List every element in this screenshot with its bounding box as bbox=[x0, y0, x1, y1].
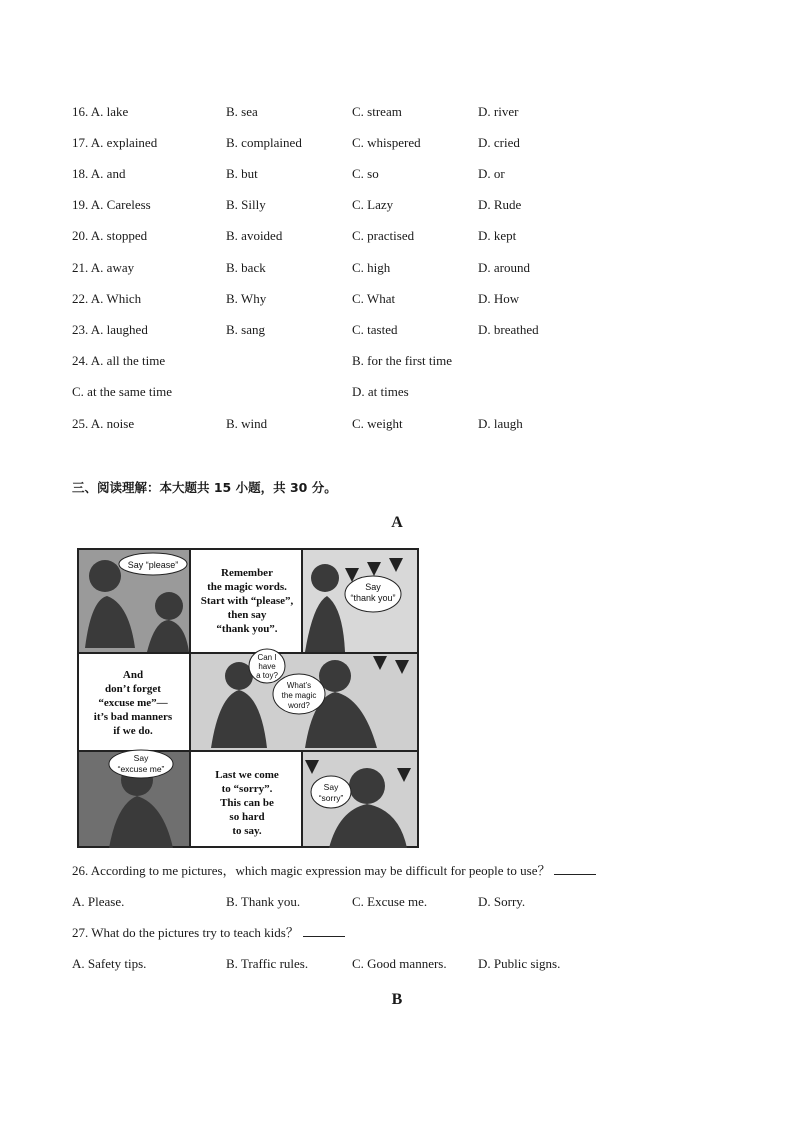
panel-text-line: Remember bbox=[221, 567, 273, 579]
cloze-row bbox=[72, 195, 732, 215]
cloze-row bbox=[72, 414, 732, 434]
option-d: D. Rude bbox=[478, 197, 522, 212]
answer-blank[interactable] bbox=[303, 924, 345, 937]
option-b: B. sea bbox=[226, 104, 258, 119]
option-b: B. Traffic rules. bbox=[226, 956, 309, 971]
magic-words-comic bbox=[77, 548, 419, 848]
option-b: B. avoided bbox=[226, 228, 283, 243]
bubble-can-i: have bbox=[258, 662, 276, 671]
option-b: B. but bbox=[226, 166, 258, 181]
bubble-can-i: Can I bbox=[257, 653, 277, 662]
option-a: A. Safety tips. bbox=[72, 956, 147, 971]
panel-text-line: This can be bbox=[220, 797, 274, 809]
question-27 bbox=[72, 923, 345, 943]
cloze-row bbox=[72, 289, 732, 309]
panel-text-line: Last we come bbox=[215, 769, 279, 781]
panel-text-line: to say. bbox=[232, 825, 262, 837]
option-a: 21. A. away bbox=[72, 260, 135, 275]
option-c: C. high bbox=[352, 260, 391, 275]
option-d: D. laugh bbox=[478, 416, 523, 431]
cloze-row bbox=[72, 258, 732, 278]
panel-text-line: so hard bbox=[229, 811, 265, 823]
option-a: 19. A. Careless bbox=[72, 197, 151, 212]
option-d: D. How bbox=[478, 291, 520, 306]
option-b: B. sang bbox=[226, 322, 265, 337]
option-a: 18. A. and bbox=[72, 166, 126, 181]
bubble-magic-word: word? bbox=[288, 701, 310, 710]
option-b: B. back bbox=[226, 260, 266, 275]
bubble-can-i: a toy? bbox=[256, 671, 278, 680]
option-a: 23. A. laughed bbox=[72, 322, 148, 337]
option-c: C. whispered bbox=[352, 135, 421, 150]
question-26-options bbox=[72, 892, 732, 912]
bubble-excuse-me: Say bbox=[133, 753, 149, 763]
option-a: 24. A. all the time bbox=[72, 353, 166, 368]
option-c: C. Lazy bbox=[352, 197, 394, 212]
option-a: 16. A. lake bbox=[72, 104, 129, 119]
bubble-magic-word: What’s bbox=[286, 681, 312, 690]
option-b: B. Why bbox=[226, 291, 267, 306]
panel-text-line: the magic words. bbox=[207, 581, 287, 593]
panel-text-line: then say bbox=[227, 609, 267, 621]
option-a: 20. A. stopped bbox=[72, 228, 148, 243]
option-d: D. around bbox=[478, 260, 530, 275]
panel-text-line: if we do. bbox=[113, 725, 153, 737]
option-c: C. What bbox=[352, 291, 396, 306]
bubble-excuse-me: “excuse me” bbox=[117, 764, 165, 774]
cloze-row bbox=[72, 226, 732, 246]
option-d: D. or bbox=[478, 166, 505, 181]
option-d: D. Sorry. bbox=[478, 894, 526, 909]
option-c: C. stream bbox=[352, 104, 402, 119]
cloze-row bbox=[72, 164, 732, 184]
bubble-sorry: “sorry” bbox=[318, 793, 344, 803]
option-a: 22. A. Which bbox=[72, 291, 142, 306]
option-d: D. breathed bbox=[478, 322, 539, 337]
cloze-row bbox=[72, 102, 732, 122]
cloze-row bbox=[72, 351, 732, 371]
option-d: D. kept bbox=[478, 228, 517, 243]
question-27-options bbox=[72, 954, 732, 974]
question-26 bbox=[72, 861, 596, 881]
option-d: D. cried bbox=[478, 135, 520, 150]
panel-text-line: And bbox=[122, 669, 144, 681]
answer-blank[interactable] bbox=[554, 862, 596, 875]
option-d: D. Public signs. bbox=[478, 956, 561, 971]
option-c: C. practised bbox=[352, 228, 415, 243]
part-b-heading: B bbox=[391, 991, 403, 1008]
option-a: 25. A. noise bbox=[72, 416, 135, 431]
option-a: C. at the same time bbox=[72, 384, 173, 399]
option-b: B. Silly bbox=[226, 197, 266, 212]
bubble-sorry: Say bbox=[323, 782, 339, 792]
question-stem: 26. According to me pictures，which magic expression may be difficult for people to use？ bbox=[72, 863, 551, 878]
option-c: C. Good manners. bbox=[352, 956, 447, 971]
bubble-thank-you: “thank you” bbox=[350, 593, 396, 603]
option-a: 17. A. explained bbox=[72, 135, 158, 150]
option-c: C. so bbox=[352, 166, 379, 181]
panel-text-line: “excuse me”— bbox=[98, 697, 168, 709]
panel-text-line: to “sorry”. bbox=[221, 783, 273, 795]
bubble-thank-you: Say bbox=[365, 582, 381, 592]
section-title: 三、阅读理解：本大题共 15 小题，共 30 分。 bbox=[72, 480, 337, 495]
option-b: B. wind bbox=[226, 416, 268, 431]
cloze-row bbox=[72, 320, 732, 340]
bubble-please: Say “please” bbox=[127, 560, 179, 570]
cloze-row bbox=[72, 382, 732, 402]
option-b: B. complained bbox=[226, 135, 302, 150]
part-a-heading: A bbox=[391, 514, 403, 531]
option-c: D. at times bbox=[352, 384, 409, 399]
option-c: C. tasted bbox=[352, 322, 398, 337]
option-c: B. for the first time bbox=[352, 353, 453, 368]
panel-text-line: “thank you”. bbox=[216, 623, 278, 635]
option-d: D. river bbox=[478, 104, 519, 119]
option-a: A. Please. bbox=[72, 894, 125, 909]
cloze-row bbox=[72, 133, 732, 153]
option-c: C. weight bbox=[352, 416, 403, 431]
bubble-magic-word: the magic bbox=[281, 691, 317, 700]
question-stem: 27. What do the pictures try to teach kids？ bbox=[72, 925, 299, 940]
option-b: B. Thank you. bbox=[226, 894, 301, 909]
panel-text-line: Start with “please”, bbox=[200, 595, 294, 607]
panel-text-line: don’t forget bbox=[105, 683, 161, 695]
panel-text-line: it’s bad manners bbox=[93, 711, 173, 723]
option-c: C. Excuse me. bbox=[352, 894, 428, 909]
